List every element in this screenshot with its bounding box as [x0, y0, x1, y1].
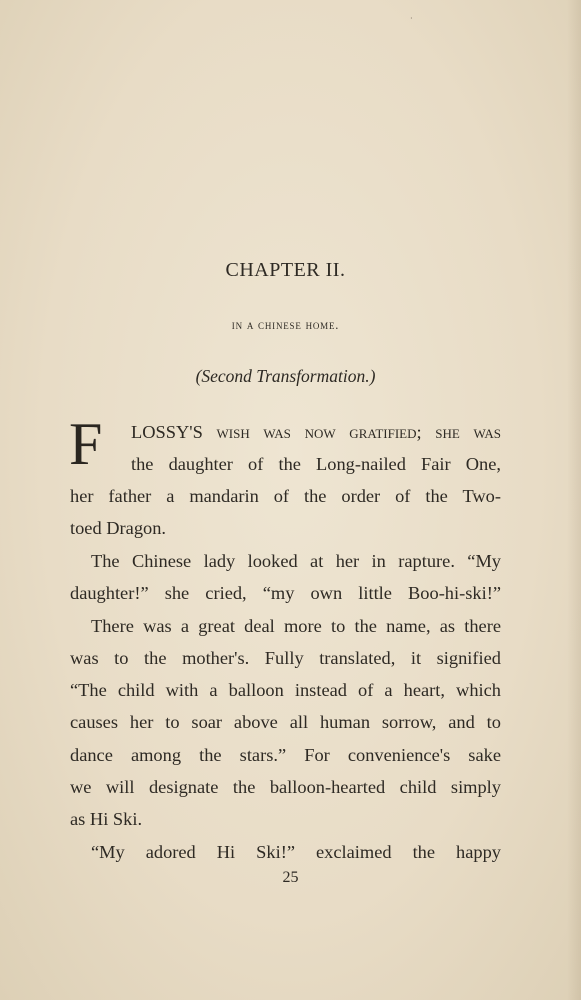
- text-line-14: “My adored Hi Ski!” exclaimed the happy: [91, 842, 501, 862]
- text-line-7: There was a great deal more to the name, as there: [91, 616, 501, 636]
- drop-cap: F: [69, 411, 103, 477]
- page-speck: ·: [410, 14, 413, 23]
- text-line-11: dance among the stars.” For convenience's sake: [70, 745, 501, 765]
- page-number: 25: [282, 869, 299, 886]
- chapter-subtitle: in a chinese home.: [231, 318, 340, 332]
- text-line-5: The Chinese lady looked at her in rapture. “My: [91, 551, 501, 571]
- text-line-12: we will designate the balloon-hearted child simply: [70, 777, 501, 797]
- chapter-note: (Second Transformation.): [195, 366, 376, 386]
- text-line-2: the daughter of the Long-nailed Fair One,: [131, 454, 501, 474]
- text-line-6: daughter!” she cried, “my own little Boo-hi-ski!”: [70, 583, 501, 603]
- text-line-4: toed Dragon.: [70, 518, 167, 538]
- text-line-13: as Hi Ski.: [70, 809, 143, 829]
- text-line-1: LOSSY'S wish was now gratified; she was: [131, 422, 501, 442]
- text-line-8: was to the mother's. Fully translated, it signified: [70, 648, 501, 668]
- text-line-9: “The child with a balloon instead of a heart, which: [70, 680, 501, 700]
- text-line-10: causes her to soar above all human sorrow, and to: [70, 712, 501, 732]
- text-line-3: her father a mandarin of the order of the Two-: [70, 486, 501, 506]
- chapter-title: CHAPTER II.: [225, 259, 346, 281]
